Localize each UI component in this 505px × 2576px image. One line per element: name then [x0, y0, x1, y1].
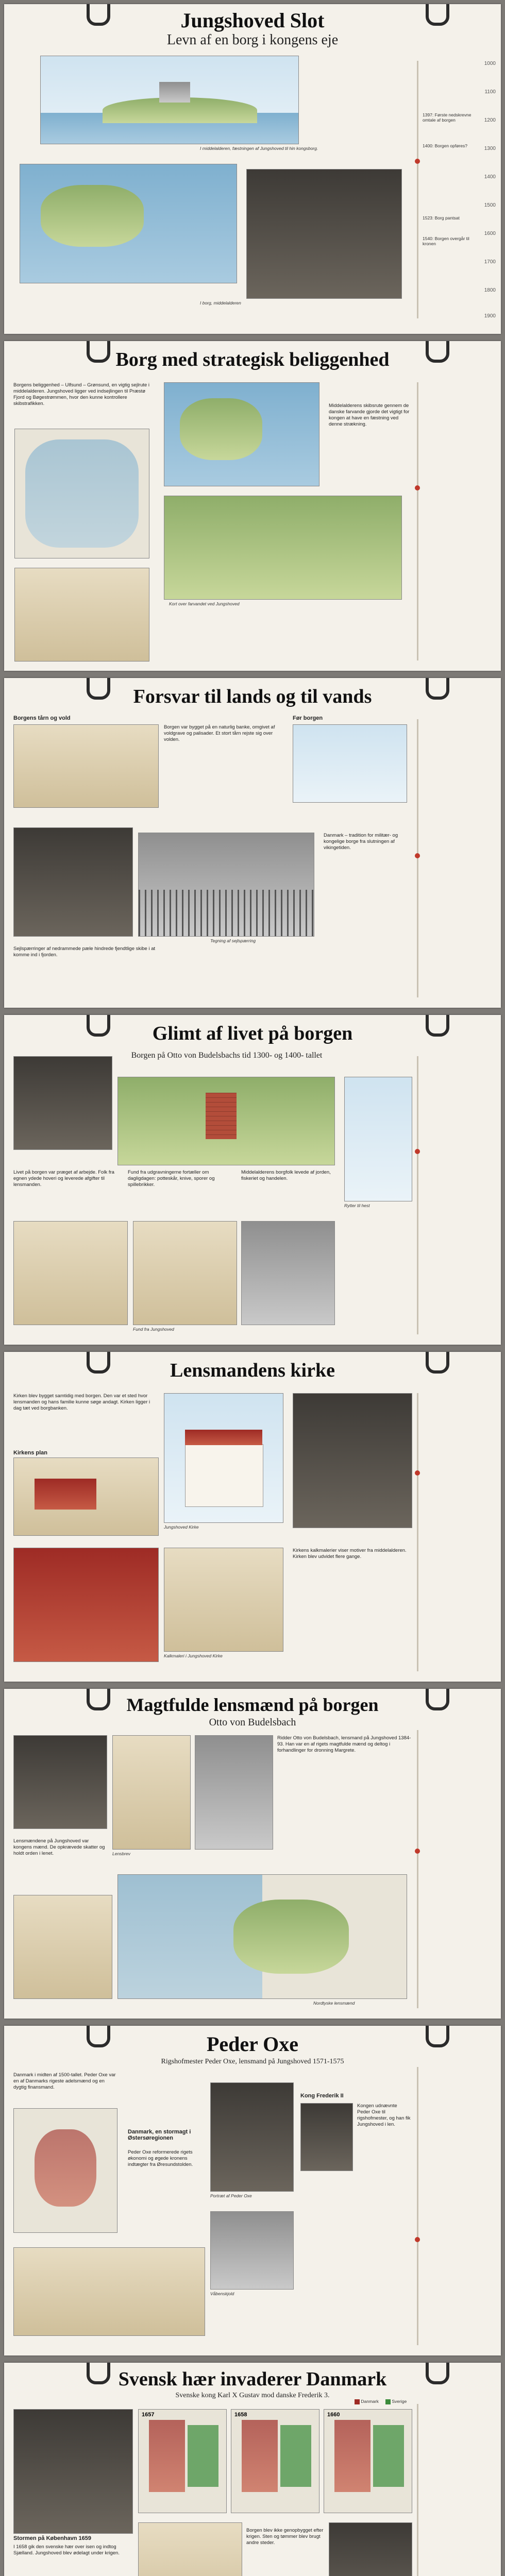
panel-title: Glimt af livet på borgen — [152, 1023, 353, 1044]
timeline — [417, 2404, 496, 2576]
timeline — [417, 719, 496, 997]
body-text-left: Lensmændene på Jungshoved var kongens mænd. De opkrævede skatter og holdt orden i lenet. — [13, 1838, 105, 1856]
body-text-mid: Sejlspærringer af nedrammede pæle hindrede fjendtlige skibe i at komme ind i fjorden. — [13, 946, 156, 958]
panel-jungshoved-slot — [4, 4, 501, 334]
landscape-image — [164, 496, 402, 600]
caption-rider: Rytter til hest — [344, 1203, 370, 1208]
timeline-year: 1200 — [484, 117, 496, 123]
legend-label: Danmark — [361, 2399, 379, 2404]
hanger-hook-right — [426, 1689, 449, 1710]
map-image — [20, 164, 237, 283]
finds-image — [13, 1221, 128, 1325]
church-plan-image — [13, 1458, 159, 1536]
caption-borg: I borg, middelalderen — [200, 300, 241, 306]
caption-aerial: I middelalderen, fæstningen af Jungshoved til hin kongsborg. — [200, 146, 318, 151]
timeline-marker — [415, 1149, 420, 1154]
map-1658 — [231, 2409, 319, 2513]
rider-image — [344, 1077, 412, 1201]
panel-livet — [4, 1015, 501, 1345]
map-label: 1658 — [234, 2412, 247, 2418]
peder-oxe-portrait — [210, 2082, 294, 2192]
panel-subtitle: Rigshofmester Peder Oxe, lensmand på Jungshoved 1571-1575 — [161, 2058, 344, 2065]
map-image — [14, 429, 149, 558]
body-text-right: Kirkens kalkmalerier viser motiver fra middelalderen. Kirken blev udvidet flere gange. — [293, 1548, 407, 1560]
panel-title: Magtfulde lensmænd på borgen — [126, 1694, 379, 1715]
timeline — [417, 1730, 496, 2008]
panel-subtitle: Levn af en borg i kongens eje — [166, 32, 339, 48]
timeline-marker — [415, 2237, 420, 2242]
hanger-hook-right — [426, 2363, 449, 2384]
caption-fresco: Kalkmaleri i Jungshoved Kirke — [164, 1653, 223, 1658]
section-heading: Borgens tårn og vold — [13, 715, 71, 721]
body-text-right: Danmark – tradition for militær- og kongelige borge fra slutningen af vikingetiden. — [324, 833, 398, 851]
portrait-image — [13, 1735, 107, 1829]
body-text-mid: Fund fra udgravningerne fortæller om dagligdagen: potteskår, knive, sporer og spillebrikker. — [128, 1170, 215, 1188]
caption-map: Kort over farvandet ved Jungshoved — [169, 601, 240, 606]
timeline-note: 1397: Første nedskrevne omtale af borgen — [423, 112, 472, 123]
knight-image — [293, 1393, 412, 1528]
body-text-right: Middelalderens borgfolk levede af jorden, fiskeriet og handelen. — [241, 1170, 331, 1181]
hanger-hook-left — [87, 2026, 110, 2047]
timeline-marker — [415, 485, 420, 490]
timeline-year: 1000 — [484, 61, 496, 66]
timeline — [417, 2067, 496, 2345]
section-heading: Stormen på København 1659 — [13, 2535, 91, 2541]
castle-aerial-image — [40, 56, 299, 144]
battle-engraving-image — [13, 2247, 205, 2336]
hanger-hook-right — [426, 678, 449, 700]
hanger-hook-left — [87, 1015, 110, 1037]
timeline — [417, 1393, 496, 1671]
church-image — [164, 1393, 283, 1523]
timeline-year: 1900 — [484, 313, 496, 319]
caption-church: Jungshoved Kirke — [164, 1524, 199, 1530]
timeline-year: 1800 — [484, 287, 496, 293]
legend-label: Sverige — [392, 2399, 407, 2404]
soldier-image — [329, 2522, 412, 2576]
coat-of-arms-image — [210, 2211, 294, 2290]
seal-detail-image — [13, 1895, 112, 1999]
body-text-left: Borgens beliggenhed – Ulfsund – Grønsund, en vigtig sejlrute i middelalderen. Jungshoved ligger ved indsejlingen til Præstø Fjord og Bøgestrømmen, hvor den kunne kontrollere skibstrafikken. — [13, 382, 150, 406]
body-text-left: Kirken blev bygget samtidig med borgen. Den var et sted hvor lensmanden og hans familie kunne søge andagt. Kirken ligger i dag tæt ved borgbanken. — [13, 1393, 150, 1411]
map-image — [13, 2108, 117, 2233]
battle-image — [13, 827, 133, 937]
body-text-left: Livet på borgen var præget af arbejde. Folk fra egnen ydede hoveri og leverede afgifter til lensmanden. — [13, 1170, 114, 1188]
caption-finds: Fund fra Jungshoved — [133, 1327, 174, 1332]
panel-subtitle: Otto von Budelsbach — [209, 1717, 296, 1728]
chart-image — [14, 568, 149, 662]
timeline-year: 1700 — [484, 259, 496, 265]
panel-title: Lensmandens kirke — [170, 1360, 335, 1381]
hanger-hook-right — [426, 4, 449, 26]
timeline-year: 1400 — [484, 174, 496, 180]
body-text-right: Kongen udnævnte Peder Oxe til rigshofmester, og han fik Jungshoved i len. — [357, 2103, 411, 2127]
section-heading: Danmark, en stormagt i Østersøregionen — [128, 2129, 191, 2141]
panel-forsvar — [4, 678, 501, 1008]
panel-lensmaend — [4, 1689, 501, 2019]
hanger-hook-left — [87, 2363, 110, 2384]
timeline-year: 1600 — [484, 231, 496, 236]
timeline-marker — [415, 159, 420, 164]
timeline-marker — [415, 853, 420, 858]
castle-reconstruction-image — [117, 1077, 335, 1165]
panel-title: Peder Oxe — [206, 2032, 299, 2056]
body-text-right: Ridder Otto von Budelsbach, lensmand på Jungshoved 1384-93. Han var en af rigets magtfulde mænd og deltog i forhandlinger for dronning Margrete. — [277, 1735, 411, 1753]
hanger-hook-right — [426, 341, 449, 363]
army-image — [138, 2522, 242, 2576]
map-label: 1660 — [327, 2412, 340, 2418]
timeline-note: 1523: Borg pantsat — [423, 215, 460, 221]
caption-document: Lensbrev — [112, 1851, 130, 1856]
panel-svensk-haer — [4, 2363, 501, 2576]
caption: Tegning af sejlspærring — [210, 938, 256, 943]
hanger-hook-right — [426, 1352, 449, 1374]
timeline-marker — [415, 1849, 420, 1854]
warrior-image — [246, 169, 402, 299]
caption-map: Nordtyske lensmænd — [313, 2001, 355, 2006]
hanger-hook-left — [87, 4, 110, 26]
hanger-hook-left — [87, 1352, 110, 1374]
caption-coat: Våbenskjold — [210, 2291, 234, 2296]
panel-peder-oxe — [4, 2026, 501, 2355]
panel-subtitle: Borgen på Otto von Budelsbachs tid 1300- og 1400- tallet — [131, 1051, 323, 1060]
storm-copenhagen-image — [13, 2409, 133, 2534]
body-text-mid: Peder Oxe reformerede rigets økonomi og øgede kronens indtægter fra Øresundstolden. — [128, 2149, 193, 2167]
hanger-hook-right — [426, 2026, 449, 2047]
craftsman-image — [13, 1056, 112, 1150]
map-label: 1657 — [142, 2412, 155, 2418]
hanger-hook-right — [426, 1015, 449, 1037]
panel-title: Forsvar til lands og til vands — [133, 686, 372, 707]
timeline — [417, 1056, 496, 1334]
section-heading: Kirkens plan — [13, 1450, 48, 1456]
body-text-right: Middelalderens skibsrute gennem de danske farvande gjorde det vigtigt for kongen at have en fæstning ved denne strækning. — [329, 403, 410, 427]
palisade-drawing-image — [138, 833, 314, 937]
timeline-note: 1540: Borgen overgår til kronen — [423, 236, 469, 246]
king-portrait — [300, 2103, 353, 2171]
panel-title: Svensk hær invaderer Danmark — [118, 2368, 387, 2390]
caption-portrait: Portræt af Peder Oxe — [210, 2193, 252, 2198]
hanger-hook-left — [87, 678, 110, 700]
tools-image — [241, 1221, 335, 1325]
map-1660 — [324, 2409, 412, 2513]
panel-title: Borg med strategisk beliggenhed — [115, 349, 390, 370]
section-heading: Kong Frederik II — [300, 2093, 344, 2099]
panel-title: Jungshoved Slot — [180, 9, 325, 32]
timeline-year: 1100 — [484, 89, 496, 95]
body-text-left: Borgen var bygget på en naturlig banke, omgivet af voldgrave og palisader. Et stort tårn rejste sig over volden. — [164, 724, 275, 742]
map-1657 — [138, 2409, 227, 2513]
seal-image — [195, 1735, 273, 1850]
pre-castle-image — [293, 724, 407, 803]
timeline — [417, 61, 496, 318]
route-map-image — [164, 382, 319, 486]
map-image — [117, 1874, 407, 1999]
hanger-hook-left — [87, 1689, 110, 1710]
timeline — [417, 382, 496, 660]
legend-sweden — [385, 2399, 407, 2404]
section-heading: Før borgen — [293, 715, 323, 721]
panel-strategisk — [4, 341, 501, 671]
body-text-mid: Borgen blev ikke genopbygget efter krigen. Sten og tømmer blev brugt andre steder. — [246, 2528, 324, 2546]
artifacts-image — [133, 1221, 237, 1325]
fresco-image — [13, 1548, 159, 1662]
timeline-marker — [415, 1470, 420, 1476]
timeline-year: 1300 — [484, 146, 496, 151]
fresco-detail-image — [164, 1548, 283, 1652]
body-text-left: I 1658 gik den svenske hær over isen og indtog Sjælland. Jungshoved blev ødelagt under krigen. — [13, 2544, 120, 2556]
legend-denmark — [355, 2399, 379, 2404]
panel-subtitle: Svenske kong Karl X Gustav mod danske Frederik 3. — [175, 2392, 330, 2399]
panel-kirke — [4, 1352, 501, 1682]
document-image — [112, 1735, 191, 1850]
timeline-note: 1400: Borgen opføres? — [423, 143, 467, 148]
timeline-year: 1500 — [484, 202, 496, 208]
body-text-left: Danmark i midten af 1500-tallet. Peder Oxe var en af Danmarks rigeste adelsmænd og en dygtig finansmand. — [13, 2072, 116, 2090]
hanger-hook-left — [87, 341, 110, 363]
tower-diagram-image — [13, 724, 159, 808]
